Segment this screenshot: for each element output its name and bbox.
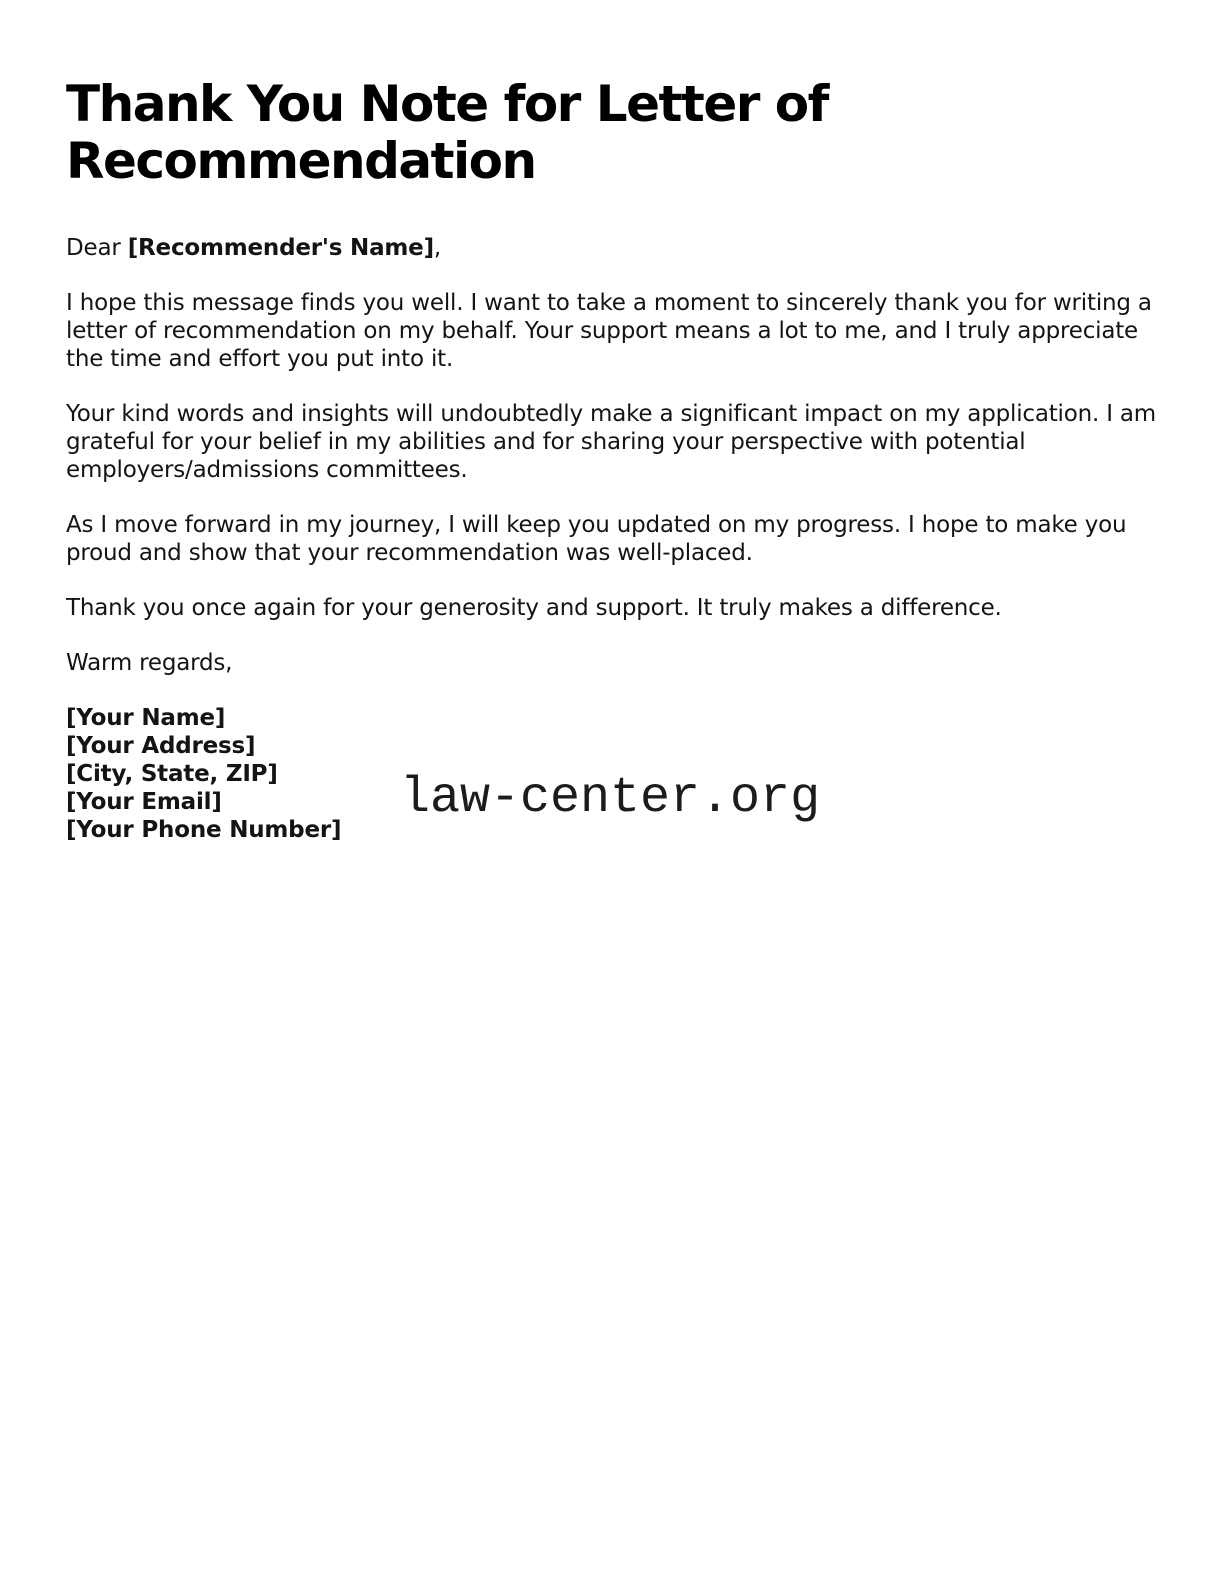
body-paragraph-1: I hope this message finds you well. I want to take a moment to sincerely thank you for writing a letter of recommendation on my behalf. Your support means a lot to me, and I truly appreciate the time and effort you put into it.: [66, 290, 1152, 372]
salutation-prefix: Dear: [66, 235, 128, 261]
body-paragraph-2: Your kind words and insights will undoubtedly make a significant impact on my application. I am grateful for your belief in my abilities and for sharing your perspective with potential employers/admissions committees.: [66, 401, 1156, 483]
signature-name-placeholder: [Your Name]: [66, 705, 226, 731]
body-paragraph-4: Thank you once again for your generosity and support. It truly makes a difference.: [66, 595, 1002, 621]
signature-email-placeholder: [Your Email]: [66, 789, 222, 815]
page-title: Thank You Note for Letter of Recommendation: [66, 75, 828, 190]
salutation-suffix: ,: [433, 235, 442, 261]
closing-line: Warm regards,: [66, 650, 233, 676]
signature-phone-placeholder: [Your Phone Number]: [66, 817, 342, 843]
law-center-watermark: law-center.org: [400, 770, 821, 827]
salutation-line: [66, 234, 1165, 262]
signature-city-state-zip-placeholder: [City, State, ZIP]: [66, 761, 278, 787]
signature-address-placeholder: [Your Address]: [66, 733, 256, 759]
recommender-name-placeholder: [Recommender's Name]: [127, 235, 434, 261]
body-paragraph-3: As I move forward in my journey, I will keep you updated on my progress. I hope to make you proud and show that your recommendation was well-placed.: [66, 512, 1127, 566]
